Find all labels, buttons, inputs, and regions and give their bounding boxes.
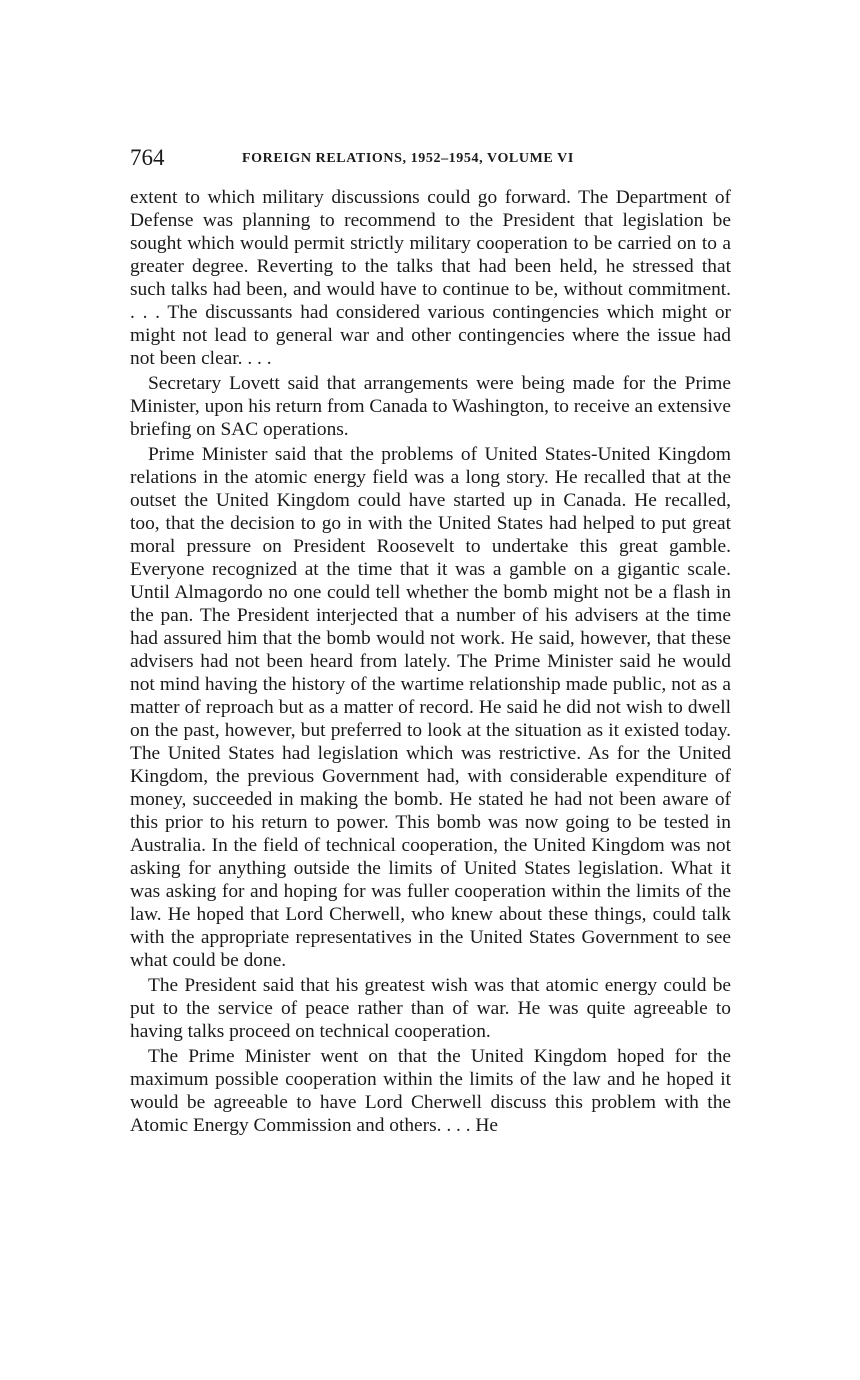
paragraph-president-wish: The President said that his greatest wish was that atomic energy could be put to the service of peace rather than of war. He was quite agreeable to having talks proceed on technical cooperation. [130,975,731,1042]
paragraph-prime-minister-atomic-energy: Prime Minister said that the problems of United States-United Kingdom relations in the atomic energy field was a long story. He recalled that at the outset the United Kingdom could have started up in Canada. He recalled, too, that the decision to go in with the United States had helped to put great moral pressure on President Roosevelt to undertake this great gamble. Everyone recognized at the time that it was a gamble on a gigantic scale. Until Almagordo no one could tell whether the bomb might not be a flash in the pan. The President interjected that a number of his advisers at the time had assured him that the bomb would not work. He said, however, that these advisers had not been heard from lately. The Prime Minister said he would not mind having the history of the wartime relationship made public, not as a matter of reproach but as a matter of record. He said he did not wish to dwell on the past, however, but preferred to look at the situation as it existed today. The United States had legislation which was restrictive. As for the United Kingdom, the previous Government had, with considerable expenditure of money, succeeded in making the bomb. He stated he had not been aware of this prior to his return to power. This bomb was now going to be tested in Australia. In the field of technical cooperation, the United Kingdom was not asking for anything outside the limits of United States legislation. What it was asking for and hoping for was fuller cooperation within the limits of the law. He hoped that Lord Cherwell, who knew about these things, could talk with the appropriate representatives in the United States Government to see what could be done. [130,444,731,971]
body-text [130,186,731,1137]
paragraph-prime-minister-cooperation: The Prime Minister went on that the United Kingdom hoped for the maximum possible cooperation within the limits of the law and he hoped it would be agreeable to have Lord Cherwell discuss this problem with the Atomic Energy Commission and others. . . . He [130,1046,731,1136]
paragraph-lovett-briefing: Secretary Lovett said that arrangements were being made for the Prime Minister, upon his return from Canada to Washington, to receive an extensive briefing on SAC operations. [130,373,731,440]
running-head: FOREIGN RELATIONS, 1952–1954, VOLUME VI [242,151,574,166]
page-number: 764 [130,145,165,170]
page-header [130,143,730,173]
paragraph-continuation: extent to which military discussions could go forward. The Department of Defense was planning to recommend to the President that legislation be sought which would permit strictly military cooperation to be carried on to a greater degree. Reverting to the talks that had been held, he stressed that such talks had been, and would have to continue to be, without commitment. . . . The discussants had considered various contingencies which might or might not lead to general war and other contingencies where the issue had not been clear. . . . [130,187,731,369]
